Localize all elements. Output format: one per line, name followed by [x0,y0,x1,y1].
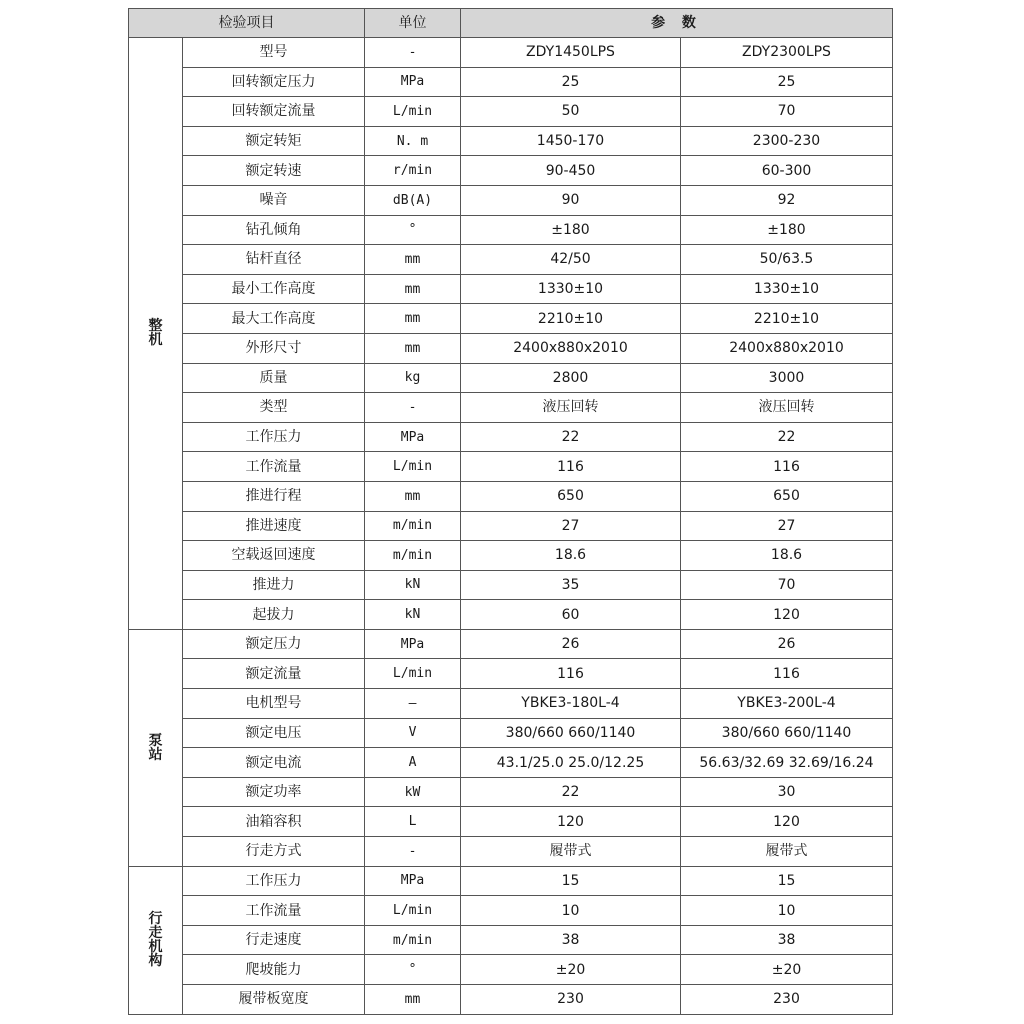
cell-unit: kg [365,363,461,393]
table-row [129,659,893,689]
cell-unit: MPa [365,422,461,452]
cell-item: 爬坡能力 [183,955,365,985]
group-label [129,629,183,866]
cell-unit: kN [365,600,461,630]
cell-value-1: 15 [461,866,681,896]
table-row [129,393,893,423]
cell-item: 类型 [183,393,365,423]
cell-unit: - [365,38,461,68]
header-unit: 单位 [365,9,461,38]
cell-unit: MPa [365,67,461,97]
cell-item: 回转额定流量 [183,97,365,127]
cell-value-2: 3000 [681,363,893,393]
cell-unit: L [365,807,461,837]
cell-item: 行走速度 [183,925,365,955]
cell-unit: MPa [365,629,461,659]
cell-item: 电机型号 [183,689,365,719]
group-label-char: 整 [148,318,163,335]
cell-value-2: 22 [681,422,893,452]
cell-value-1: 2800 [461,363,681,393]
cell-unit: mm [365,333,461,363]
cell-value-2: 116 [681,659,893,689]
cell-value-2: 27 [681,511,893,541]
cell-unit: L/min [365,896,461,926]
cell-item: 额定转矩 [183,126,365,156]
cell-value-2: 650 [681,481,893,511]
cell-value-1: 42/50 [461,245,681,275]
cell-value-1: 履带式 [461,837,681,867]
table-row [129,304,893,334]
cell-value-1: 1330±10 [461,274,681,304]
cell-value-2: 70 [681,97,893,127]
table-row [129,718,893,748]
table-row [129,38,893,68]
cell-value-2: 230 [681,985,893,1015]
table-row [129,955,893,985]
cell-value-1: ±180 [461,215,681,245]
cell-item: 空载返回速度 [183,541,365,571]
cell-item: 工作压力 [183,422,365,452]
table-row [129,807,893,837]
cell-item: 推进力 [183,570,365,600]
cell-value-1: 27 [461,511,681,541]
cell-value-2: ±20 [681,955,893,985]
table-row [129,777,893,807]
table-row [129,541,893,571]
cell-item: 最小工作高度 [183,274,365,304]
cell-value-1: 38 [461,925,681,955]
cell-value-1: 18.6 [461,541,681,571]
table-row [129,837,893,867]
cell-unit: ° [365,215,461,245]
cell-value-1: 116 [461,452,681,482]
cell-value-1: 116 [461,659,681,689]
cell-item: 型号 [183,38,365,68]
cell-value-1: 120 [461,807,681,837]
cell-item: 行走方式 [183,837,365,867]
cell-item: 推进行程 [183,481,365,511]
cell-value-2: 液压回转 [681,393,893,423]
group-label-char: 行 [148,911,163,928]
table-row [129,422,893,452]
table-row [129,866,893,896]
cell-item: 额定电压 [183,718,365,748]
cell-unit: L/min [365,452,461,482]
cell-value-2: 56.63/32.69 32.69/16.24 [681,748,893,778]
cell-value-1: 1450-170 [461,126,681,156]
cell-unit: V [365,718,461,748]
cell-unit: A [365,748,461,778]
cell-unit: m/min [365,511,461,541]
table-row [129,245,893,275]
group-label [129,866,183,1014]
cell-item: 额定压力 [183,629,365,659]
table-row [129,185,893,215]
spec-table [128,8,893,1015]
table-row [129,452,893,482]
cell-value-2: 1330±10 [681,274,893,304]
cell-item: 额定电流 [183,748,365,778]
cell-value-2: 15 [681,866,893,896]
table-row [129,481,893,511]
cell-unit: MPa [365,866,461,896]
cell-value-1: ±20 [461,955,681,985]
table-row [129,215,893,245]
table-row [129,689,893,719]
cell-item: 履带板宽度 [183,985,365,1015]
table-body [129,38,893,1015]
table-row [129,126,893,156]
cell-unit: L/min [365,659,461,689]
cell-value-2: 92 [681,185,893,215]
header-item: 检验项目 [129,9,365,38]
cell-value-2: 2300-230 [681,126,893,156]
cell-value-1: 2210±10 [461,304,681,334]
cell-value-2: ±180 [681,215,893,245]
cell-value-2: 50/63.5 [681,245,893,275]
table-row [129,748,893,778]
table-row [129,896,893,926]
cell-unit: mm [365,481,461,511]
cell-item: 额定流量 [183,659,365,689]
cell-unit: mm [365,245,461,275]
cell-value-2: YBKE3-200L-4 [681,689,893,719]
table-row [129,511,893,541]
table-header-row [129,9,893,38]
cell-value-2: 70 [681,570,893,600]
cell-unit: — [365,689,461,719]
cell-unit: m/min [365,541,461,571]
group-label [129,38,183,630]
cell-value-1: 25 [461,67,681,97]
cell-item: 工作流量 [183,896,365,926]
cell-value-1: 22 [461,777,681,807]
cell-value-2: ZDY2300LPS [681,38,893,68]
cell-value-1: 35 [461,570,681,600]
cell-value-2: 2400x880x2010 [681,333,893,363]
cell-item: 噪音 [183,185,365,215]
group-label-char: 机 [148,939,163,956]
group-label-char: 构 [148,953,163,970]
group-label-char: 站 [148,746,163,763]
cell-value-2: 履带式 [681,837,893,867]
cell-unit: mm [365,274,461,304]
cell-value-1: 26 [461,629,681,659]
table-row [129,600,893,630]
cell-item: 最大工作高度 [183,304,365,334]
cell-unit: - [365,393,461,423]
table-row [129,570,893,600]
cell-value-1: YBKE3-180L-4 [461,689,681,719]
table-row [129,363,893,393]
cell-value-1: 43.1/25.0 25.0/12.25 [461,748,681,778]
header-params: 参 数 [461,9,893,38]
cell-value-2: 120 [681,807,893,837]
cell-value-2: 2210±10 [681,304,893,334]
cell-value-2: 60-300 [681,156,893,186]
cell-item: 油箱容积 [183,807,365,837]
cell-item: 工作压力 [183,866,365,896]
cell-value-2: 116 [681,452,893,482]
cell-unit: mm [365,985,461,1015]
cell-item: 额定功率 [183,777,365,807]
table-row [129,985,893,1015]
cell-item: 起拔力 [183,600,365,630]
cell-unit: - [365,837,461,867]
cell-item: 额定转速 [183,156,365,186]
cell-value-1: 90-450 [461,156,681,186]
cell-item: 钻杆直径 [183,245,365,275]
cell-item: 外形尺寸 [183,333,365,363]
cell-value-1: 90 [461,185,681,215]
table-row [129,97,893,127]
cell-value-1: ZDY1450LPS [461,38,681,68]
cell-value-1: 2400x880x2010 [461,333,681,363]
cell-unit: r/min [365,156,461,186]
cell-value-2: 38 [681,925,893,955]
cell-value-1: 10 [461,896,681,926]
cell-value-2: 120 [681,600,893,630]
cell-unit: N. m [365,126,461,156]
cell-unit: ° [365,955,461,985]
cell-value-2: 30 [681,777,893,807]
cell-unit: kW [365,777,461,807]
cell-unit: kN [365,570,461,600]
table-row [129,333,893,363]
cell-value-1: 50 [461,97,681,127]
cell-unit: m/min [365,925,461,955]
cell-value-1: 650 [461,481,681,511]
cell-item: 钻孔倾角 [183,215,365,245]
group-label-char: 机 [148,332,163,349]
cell-item: 回转额定压力 [183,67,365,97]
cell-value-2: 380/660 660/1140 [681,718,893,748]
group-label-char: 走 [148,925,163,942]
table-row [129,629,893,659]
cell-value-1: 380/660 660/1140 [461,718,681,748]
table-row [129,67,893,97]
cell-value-1: 60 [461,600,681,630]
table-row [129,156,893,186]
cell-value-1: 230 [461,985,681,1015]
cell-value-2: 25 [681,67,893,97]
cell-value-2: 10 [681,896,893,926]
cell-value-2: 18.6 [681,541,893,571]
cell-item: 推进速度 [183,511,365,541]
cell-value-1: 液压回转 [461,393,681,423]
group-label-char: 泵 [148,732,163,749]
cell-unit: mm [365,304,461,334]
cell-item: 质量 [183,363,365,393]
cell-unit: dB(A) [365,185,461,215]
table-row [129,925,893,955]
cell-value-1: 22 [461,422,681,452]
cell-value-2: 26 [681,629,893,659]
cell-item: 工作流量 [183,452,365,482]
cell-unit: L/min [365,97,461,127]
table-row [129,274,893,304]
